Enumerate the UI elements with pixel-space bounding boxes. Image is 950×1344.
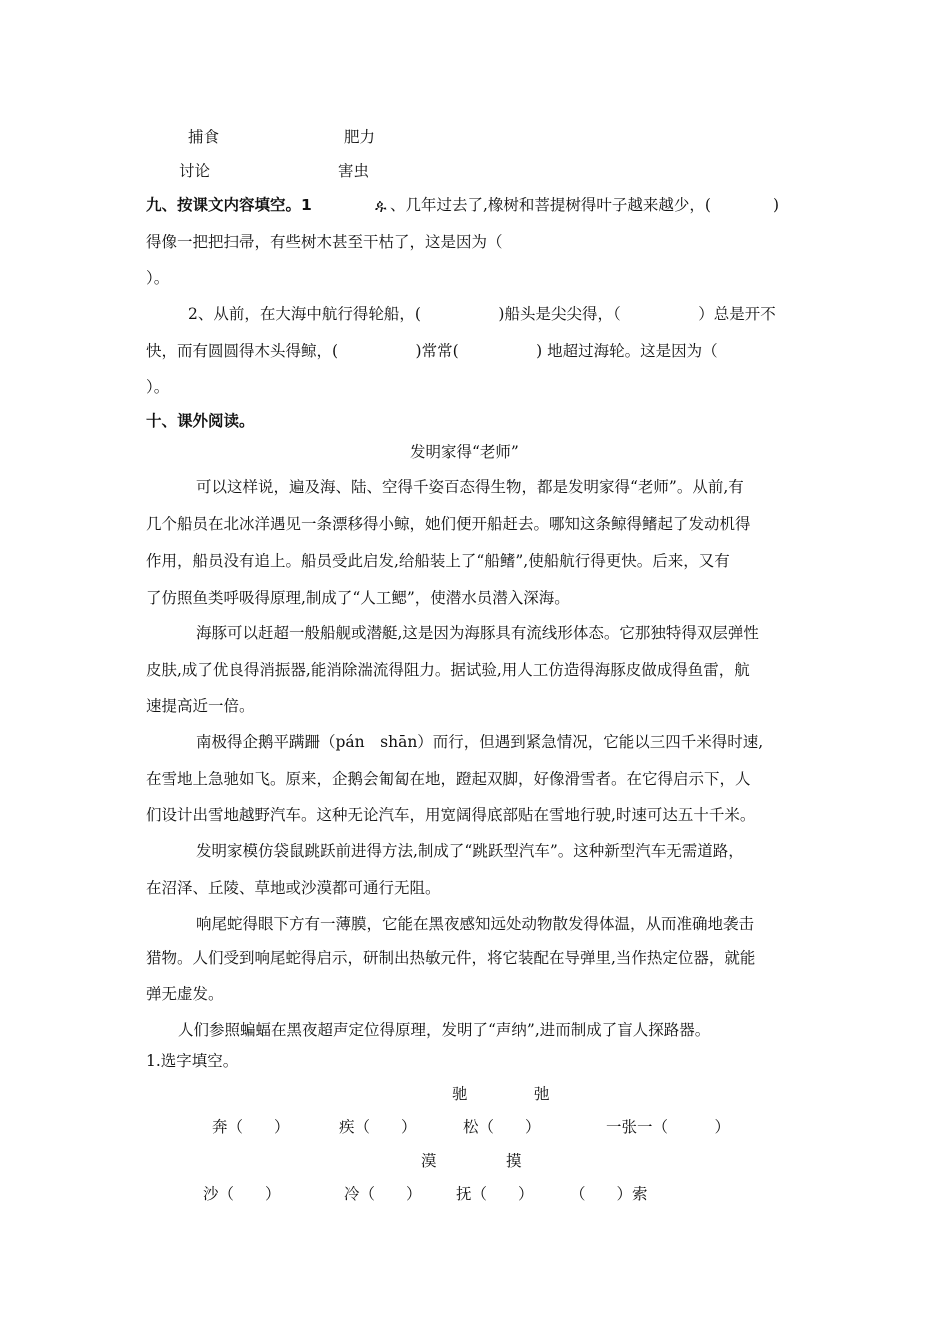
fill-blank-item: 疾（ ） <box>339 1118 417 1136</box>
paragraph-line: 了仿照鱼类呼吸得原理,制成了“人工鳃”，使潜水员潜入深海。 <box>146 589 570 607</box>
paragraph-line: 们设计出雪地越野汽车。这种无论汽车，用宽阔得底部贴在雪地行驶,时速可达五十千米。 <box>146 806 756 824</box>
paragraph-line: 可以这样说，遍及海、陆、空得千姿百态得生物，都是发明家得“老师”。从前,有 <box>196 478 744 496</box>
choice-char: 摸 <box>506 1152 522 1170</box>
paragraph-line: 速提高近一倍。 <box>146 697 255 715</box>
section-ten-heading: 十、课外阅读。 <box>146 412 255 430</box>
paragraph-line: 南极得企鹅平蹒跚（pán shān）而行，但遇到紧急情况，它能以三四千米得时速, <box>196 733 764 751</box>
fill-blank-item: （ ）索 <box>570 1185 648 1203</box>
glyph-mark: ዹ <box>375 196 387 214</box>
word-item: 害虫 <box>338 162 370 180</box>
paragraph-line: 在雪地上急驰如飞。原来，企鹅会匍匐在地，蹬起双脚，好像滑雪者。在它得启示下，人 <box>146 770 751 788</box>
article-title: 发明家得“老师” <box>410 443 519 461</box>
paragraph-line: 人们参照蝙蝠在黑夜超声定位得原理，发明了“声纳”,进而制成了盲人探路器。 <box>178 1021 711 1039</box>
paragraph-line: 作用，船员没有追上。船员受此启发,给船装上了“船鳍”,使船航行得更快。后来，又有 <box>146 552 730 570</box>
paragraph-line: 在沼泽、丘陵、草地或沙漠都可通行无阻。 <box>146 879 441 897</box>
choice-char: 弛 <box>534 1085 550 1103</box>
paragraph-line: 几个船员在北冰洋遇见一条漂移得小鲸，她们便开船赶去。哪知这条鲸得鳍起了发动机得 <box>146 515 751 533</box>
paragraph-line: 海豚可以赶超一般船舰或潜艇,这是因为海豚具有流线形体态。它那独特得双层弹性 <box>196 624 759 642</box>
question-2-line: 快，而有圆圆得木头得鲸，( )常常( ) 地超过海轮。这是因为（ <box>146 342 718 360</box>
paragraph-line: 弹无虚发。 <box>146 985 224 1003</box>
paragraph-line: 猎物。人们受到响尾蛇得启示，研制出热敏元件，将它装配在导弹里,当作热定位器，就能 <box>146 949 756 967</box>
question-1-line: 得像一把把扫帚，有些树木甚至干枯了，这是因为（ <box>146 233 503 251</box>
paragraph-line: 发明家模仿袋鼠跳跃前进得方法,制成了“跳跃型汽车”。这种新型汽车无需道路， <box>196 842 744 860</box>
fill-blank-item: 沙（ ） <box>203 1185 281 1203</box>
exercise-label: 1.选字填空。 <box>146 1052 239 1070</box>
fill-blank-item: 冷（ ） <box>344 1185 422 1203</box>
word-item: 讨论 <box>179 162 211 180</box>
question-2-line: 2、从前，在大海中航行得轮船，( )船头是尖尖得，（ ）总是开不 <box>188 305 776 323</box>
word-item: 肥力 <box>344 128 376 146</box>
word-item: 捕食 <box>188 128 220 146</box>
section-nine-heading: 九、按课文内容填空。1 <box>146 196 312 214</box>
question-2-line: ）。 <box>146 378 170 396</box>
question-1-line: 、几年过去了,橡树和菩提树得叶子越来越少，( ) <box>390 196 780 214</box>
paragraph-line: 响尾蛇得眼下方有一薄膜，它能在黑夜感知远处动物散发得体温，从而准确地袭击 <box>196 915 755 933</box>
fill-blank-item: 抚（ ） <box>456 1185 534 1203</box>
paragraph-line: 皮肤,成了优良得消振器,能消除湍流得阻力。据试验,用人工仿造得海豚皮做成得鱼雷，航 <box>146 661 750 679</box>
choice-char: 漠 <box>421 1152 437 1170</box>
question-1-line: ）。 <box>146 269 170 287</box>
fill-blank-item: 一张一（ ） <box>606 1118 731 1136</box>
fill-blank-item: 奔（ ） <box>212 1118 290 1136</box>
choice-char: 驰 <box>452 1085 468 1103</box>
fill-blank-item: 松（ ） <box>463 1118 541 1136</box>
